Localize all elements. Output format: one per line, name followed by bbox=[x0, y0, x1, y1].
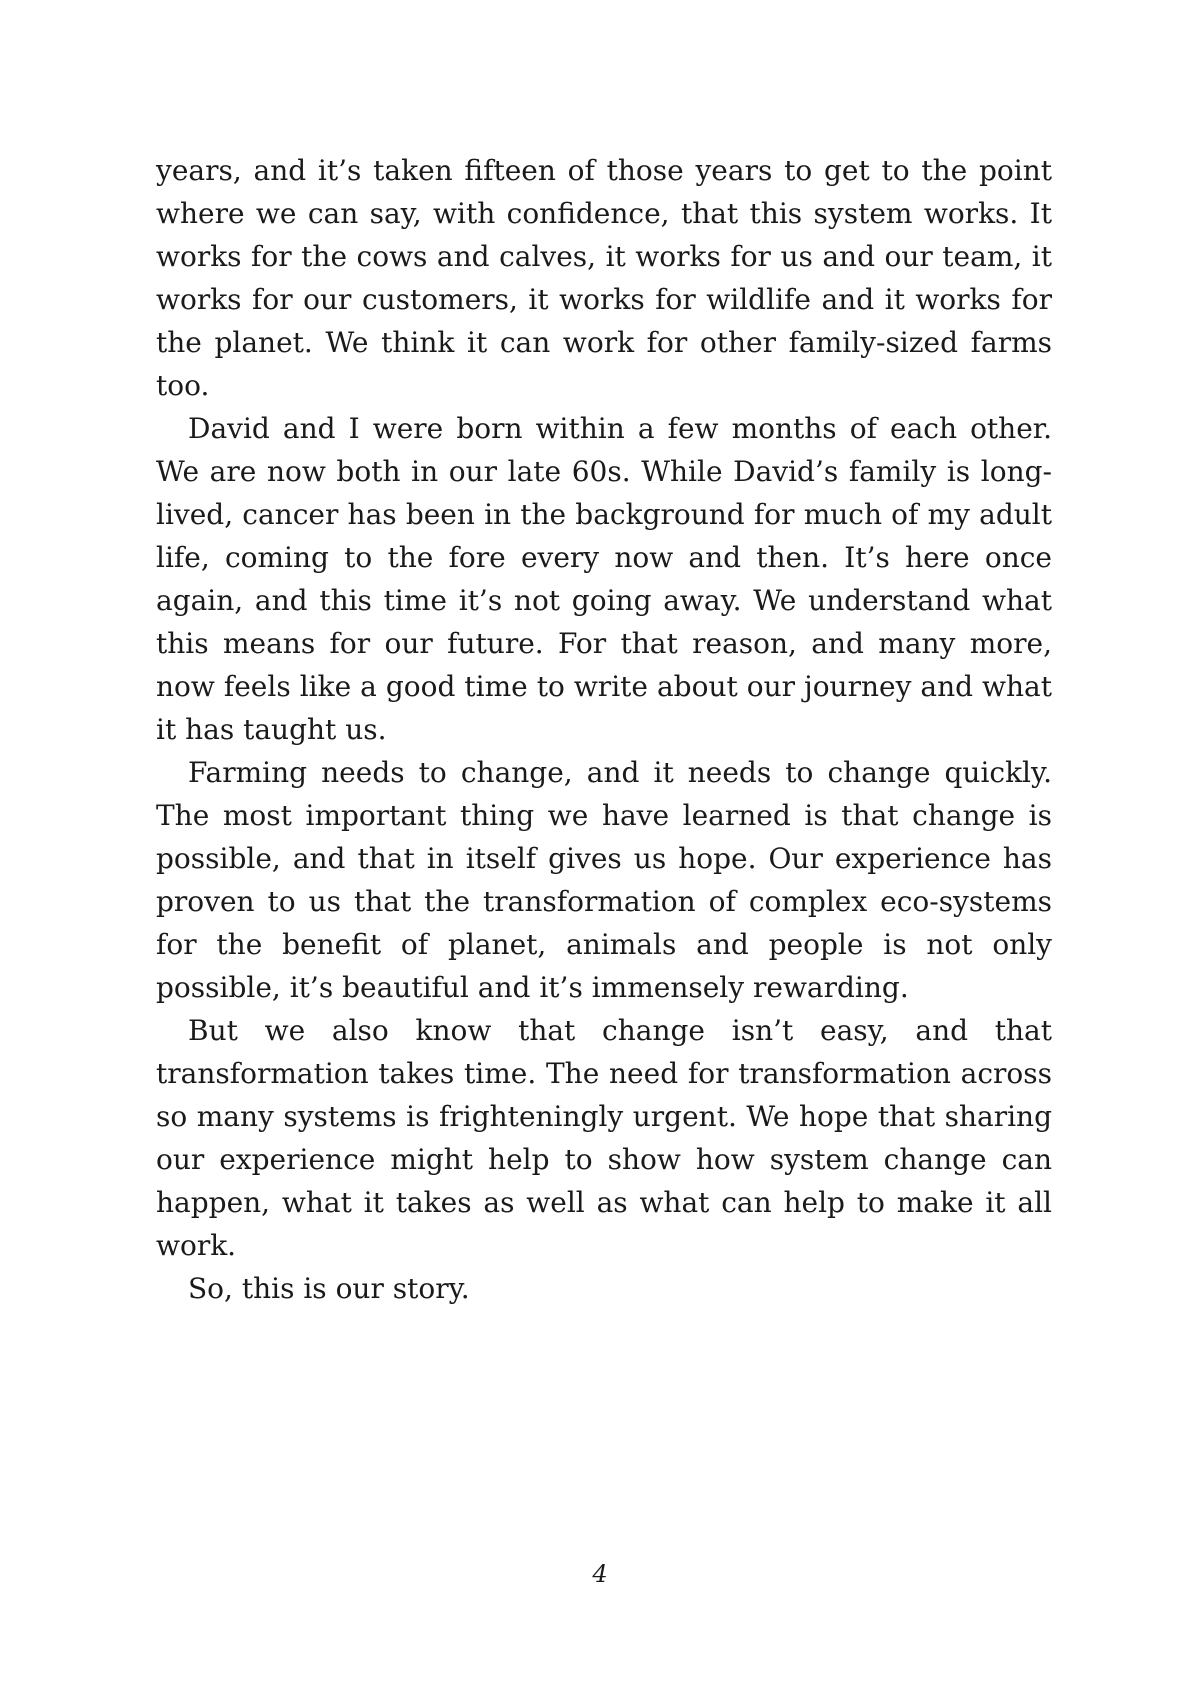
paragraph-transformation: But we also know that change isn’t easy, and that transformation takes time. The need for transformation across so many systems is frighteningly urgent. We hope that sharing our experience might help to show how system change can happen, what it takes as well as what can help to make it all work. bbox=[156, 1014, 1052, 1262]
paragraph-continuation: years, and it’s taken fifteen of those years to get to the point where we can say, with confidence, that this system works. It works for the cows and calves, it works for us and our team, it works for our customers, it works for wildlife and it works for the planet. We think it can work for other family-sized farms too. bbox=[156, 154, 1052, 402]
body-text bbox=[156, 149, 1052, 1310]
paragraph-diagnosis: David and I were born within a few months of each other. We are now both in our late 60s. While David’s family is long-lived, cancer has been in the background for much of my adult life, coming to the fore every now and then. It’s here once again, and this time it’s not going away. We understand what this means for our future. For that reason, and many more, now feels like a good time to write about our journey and what it has taught us. bbox=[156, 412, 1052, 746]
paragraph-farming-change: Farming needs to change, and it needs to change quickly. The most important thing we have learned is that change is possible, and that in itself gives us hope. Our experience has proven to us that the transformation of complex eco-systems for the benefit of planet, animals and people is not only possible, it’s beautiful and it’s immensely rewarding. bbox=[156, 756, 1052, 1004]
page-number: 4 bbox=[592, 1560, 608, 1588]
paragraph-our-story: So, this is our story. bbox=[188, 1272, 470, 1305]
